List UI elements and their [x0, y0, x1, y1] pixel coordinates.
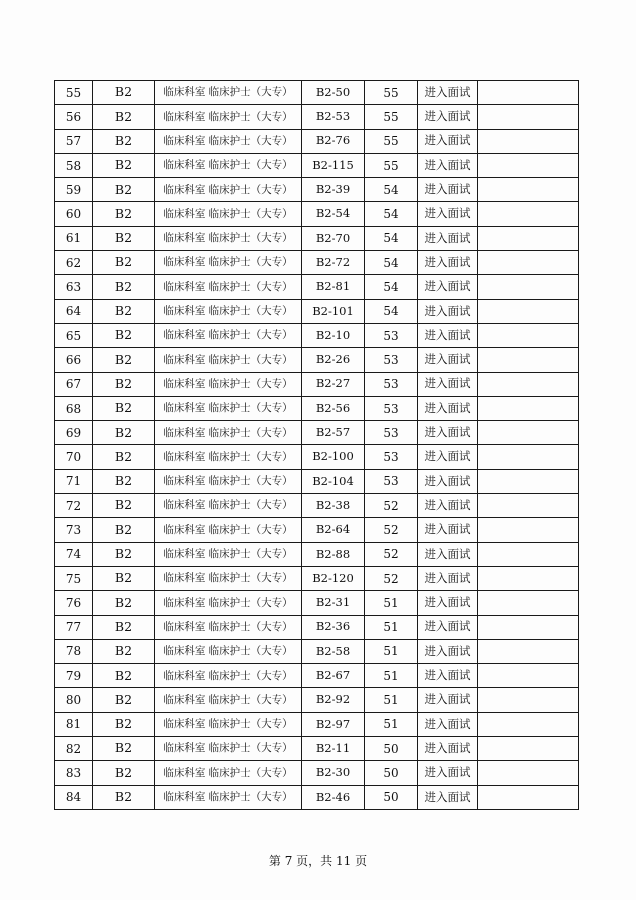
row-number-cell: 71 — [55, 469, 93, 493]
result-cell: 进入面试 — [418, 518, 478, 542]
ticket-number-cell: B2-10 — [302, 323, 365, 347]
post-cell: 临床科室 临床护士（大专） — [155, 664, 302, 688]
post-cell: 临床科室 临床护士（大专） — [155, 761, 302, 785]
post-cell: 临床科室 临床护士（大专） — [155, 615, 302, 639]
result-cell: 进入面试 — [418, 785, 478, 809]
ticket-number-cell: B2-104 — [302, 469, 365, 493]
score-cell: 53 — [365, 323, 418, 347]
post-cell: 临床科室 临床护士（大专） — [155, 251, 302, 275]
score-cell: 53 — [365, 348, 418, 372]
table-row — [55, 323, 579, 347]
table-row — [55, 226, 579, 250]
remark-cell — [478, 445, 579, 469]
remark-cell — [478, 178, 579, 202]
post-cell: 临床科室 临床护士（大专） — [155, 688, 302, 712]
results-table-body — [55, 81, 579, 810]
category-cell: B2 — [93, 518, 155, 542]
category-cell: B2 — [93, 494, 155, 518]
result-cell: 进入面试 — [418, 202, 478, 226]
result-cell: 进入面试 — [418, 494, 478, 518]
category-cell: B2 — [93, 615, 155, 639]
category-cell: B2 — [93, 226, 155, 250]
category-cell: B2 — [93, 542, 155, 566]
remark-cell — [478, 251, 579, 275]
score-cell: 51 — [365, 688, 418, 712]
post-cell: 临床科室 临床护士（大专） — [155, 275, 302, 299]
category-cell: B2 — [93, 153, 155, 177]
score-cell: 54 — [365, 202, 418, 226]
result-cell: 进入面试 — [418, 591, 478, 615]
ticket-number-cell: B2-67 — [302, 664, 365, 688]
table-row — [55, 494, 579, 518]
ticket-number-cell: B2-57 — [302, 421, 365, 445]
table-row — [55, 518, 579, 542]
result-cell: 进入面试 — [418, 421, 478, 445]
table-row — [55, 129, 579, 153]
remark-cell — [478, 275, 579, 299]
score-cell: 54 — [365, 178, 418, 202]
result-cell: 进入面试 — [418, 299, 478, 323]
result-cell: 进入面试 — [418, 251, 478, 275]
row-number-cell: 60 — [55, 202, 93, 226]
post-cell: 临床科室 临床护士（大专） — [155, 299, 302, 323]
score-cell: 52 — [365, 518, 418, 542]
remark-cell — [478, 542, 579, 566]
score-cell: 51 — [365, 639, 418, 663]
category-cell: B2 — [93, 566, 155, 590]
ticket-number-cell: B2-88 — [302, 542, 365, 566]
score-cell: 51 — [365, 712, 418, 736]
score-cell: 52 — [365, 542, 418, 566]
result-cell: 进入面试 — [418, 615, 478, 639]
category-cell: B2 — [93, 105, 155, 129]
table-row — [55, 251, 579, 275]
ticket-number-cell: B2-120 — [302, 566, 365, 590]
ticket-number-cell: B2-46 — [302, 785, 365, 809]
post-cell: 临床科室 临床护士（大专） — [155, 396, 302, 420]
remark-cell — [478, 737, 579, 761]
ticket-number-cell: B2-72 — [302, 251, 365, 275]
row-number-cell: 77 — [55, 615, 93, 639]
post-cell: 临床科室 临床护士（大专） — [155, 153, 302, 177]
category-cell: B2 — [93, 688, 155, 712]
row-number-cell: 61 — [55, 226, 93, 250]
row-number-cell: 55 — [55, 81, 93, 105]
category-cell: B2 — [93, 591, 155, 615]
score-cell: 54 — [365, 226, 418, 250]
result-cell: 进入面试 — [418, 323, 478, 347]
result-cell: 进入面试 — [418, 396, 478, 420]
score-cell: 53 — [365, 421, 418, 445]
row-number-cell: 57 — [55, 129, 93, 153]
ticket-number-cell: B2-27 — [302, 372, 365, 396]
remark-cell — [478, 105, 579, 129]
remark-cell — [478, 299, 579, 323]
row-number-cell: 63 — [55, 275, 93, 299]
row-number-cell: 64 — [55, 299, 93, 323]
table-row — [55, 202, 579, 226]
score-cell: 51 — [365, 615, 418, 639]
row-number-cell: 59 — [55, 178, 93, 202]
category-cell: B2 — [93, 639, 155, 663]
row-number-cell: 84 — [55, 785, 93, 809]
ticket-number-cell: B2-39 — [302, 178, 365, 202]
score-cell: 52 — [365, 494, 418, 518]
score-cell: 52 — [365, 566, 418, 590]
remark-cell — [478, 494, 579, 518]
post-cell: 临床科室 临床护士（大专） — [155, 518, 302, 542]
category-cell: B2 — [93, 445, 155, 469]
score-cell: 53 — [365, 372, 418, 396]
post-cell: 临床科室 临床护士（大专） — [155, 421, 302, 445]
score-cell: 54 — [365, 275, 418, 299]
score-cell: 53 — [365, 469, 418, 493]
row-number-cell: 80 — [55, 688, 93, 712]
row-number-cell: 65 — [55, 323, 93, 347]
row-number-cell: 75 — [55, 566, 93, 590]
remark-cell — [478, 639, 579, 663]
result-cell: 进入面试 — [418, 469, 478, 493]
category-cell: B2 — [93, 275, 155, 299]
result-cell: 进入面试 — [418, 129, 478, 153]
category-cell: B2 — [93, 396, 155, 420]
row-number-cell: 81 — [55, 712, 93, 736]
table-row — [55, 153, 579, 177]
category-cell: B2 — [93, 421, 155, 445]
category-cell: B2 — [93, 469, 155, 493]
score-cell: 51 — [365, 664, 418, 688]
post-cell: 临床科室 临床护士（大专） — [155, 591, 302, 615]
category-cell: B2 — [93, 737, 155, 761]
category-cell: B2 — [93, 372, 155, 396]
result-cell: 进入面试 — [418, 542, 478, 566]
row-number-cell: 72 — [55, 494, 93, 518]
post-cell: 临床科室 临床护士（大专） — [155, 226, 302, 250]
ticket-number-cell: B2-58 — [302, 639, 365, 663]
result-cell: 进入面试 — [418, 178, 478, 202]
post-cell: 临床科室 临床护士（大专） — [155, 348, 302, 372]
post-cell: 临床科室 临床护士（大专） — [155, 105, 302, 129]
ticket-number-cell: B2-101 — [302, 299, 365, 323]
remark-cell — [478, 348, 579, 372]
ticket-number-cell: B2-64 — [302, 518, 365, 542]
score-cell: 50 — [365, 737, 418, 761]
table-row — [55, 639, 579, 663]
table-row — [55, 275, 579, 299]
row-number-cell: 78 — [55, 639, 93, 663]
result-cell: 进入面试 — [418, 153, 478, 177]
ticket-number-cell: B2-31 — [302, 591, 365, 615]
score-cell: 55 — [365, 81, 418, 105]
remark-cell — [478, 761, 579, 785]
score-cell: 53 — [365, 445, 418, 469]
ticket-number-cell: B2-76 — [302, 129, 365, 153]
result-cell: 进入面试 — [418, 639, 478, 663]
remark-cell — [478, 591, 579, 615]
score-cell: 51 — [365, 591, 418, 615]
post-cell: 临床科室 临床护士（大专） — [155, 202, 302, 226]
row-number-cell: 66 — [55, 348, 93, 372]
table-row — [55, 737, 579, 761]
remark-cell — [478, 518, 579, 542]
category-cell: B2 — [93, 348, 155, 372]
score-cell: 50 — [365, 761, 418, 785]
remark-cell — [478, 323, 579, 347]
row-number-cell: 67 — [55, 372, 93, 396]
remark-cell — [478, 469, 579, 493]
post-cell: 临床科室 临床护士（大专） — [155, 737, 302, 761]
table-row — [55, 712, 579, 736]
table-row — [55, 372, 579, 396]
remark-cell — [478, 396, 579, 420]
table-row — [55, 445, 579, 469]
row-number-cell: 58 — [55, 153, 93, 177]
table-row — [55, 81, 579, 105]
ticket-number-cell: B2-70 — [302, 226, 365, 250]
table-row — [55, 469, 579, 493]
post-cell: 临床科室 临床护士（大专） — [155, 129, 302, 153]
category-cell: B2 — [93, 129, 155, 153]
table-row — [55, 299, 579, 323]
table-row — [55, 178, 579, 202]
score-cell: 50 — [365, 785, 418, 809]
table-row — [55, 664, 579, 688]
category-cell: B2 — [93, 664, 155, 688]
category-cell: B2 — [93, 323, 155, 347]
row-number-cell: 82 — [55, 737, 93, 761]
table-row — [55, 761, 579, 785]
page-footer: 第 7 页，共 11 页 — [268, 854, 368, 868]
post-cell: 临床科室 临床护士（大专） — [155, 323, 302, 347]
remark-cell — [478, 664, 579, 688]
category-cell: B2 — [93, 712, 155, 736]
result-cell: 进入面试 — [418, 761, 478, 785]
category-cell: B2 — [93, 299, 155, 323]
results-table — [54, 80, 579, 810]
remark-cell — [478, 421, 579, 445]
ticket-number-cell: B2-36 — [302, 615, 365, 639]
category-cell: B2 — [93, 202, 155, 226]
ticket-number-cell: B2-81 — [302, 275, 365, 299]
row-number-cell: 56 — [55, 105, 93, 129]
score-cell: 54 — [365, 251, 418, 275]
score-cell: 55 — [365, 129, 418, 153]
score-cell: 54 — [365, 299, 418, 323]
result-cell: 进入面试 — [418, 688, 478, 712]
table-row — [55, 591, 579, 615]
category-cell: B2 — [93, 251, 155, 275]
ticket-number-cell: B2-97 — [302, 712, 365, 736]
table-row — [55, 566, 579, 590]
result-cell: 进入面试 — [418, 226, 478, 250]
score-cell: 53 — [365, 396, 418, 420]
post-cell: 临床科室 临床护士（大专） — [155, 639, 302, 663]
ticket-number-cell: B2-38 — [302, 494, 365, 518]
score-cell: 55 — [365, 105, 418, 129]
table-row — [55, 421, 579, 445]
table-row — [55, 105, 579, 129]
row-number-cell: 73 — [55, 518, 93, 542]
category-cell: B2 — [93, 785, 155, 809]
post-cell: 临床科室 临床护士（大专） — [155, 542, 302, 566]
result-cell: 进入面试 — [418, 712, 478, 736]
row-number-cell: 70 — [55, 445, 93, 469]
result-cell: 进入面试 — [418, 372, 478, 396]
post-cell: 临床科室 临床护士（大专） — [155, 178, 302, 202]
post-cell: 临床科室 临床护士（大专） — [155, 372, 302, 396]
remark-cell — [478, 153, 579, 177]
post-cell: 临床科室 临床护士（大专） — [155, 785, 302, 809]
table-row — [55, 542, 579, 566]
ticket-number-cell: B2-50 — [302, 81, 365, 105]
row-number-cell: 79 — [55, 664, 93, 688]
row-number-cell: 74 — [55, 542, 93, 566]
result-cell: 进入面试 — [418, 566, 478, 590]
remark-cell — [478, 688, 579, 712]
result-cell: 进入面试 — [418, 348, 478, 372]
ticket-number-cell: B2-92 — [302, 688, 365, 712]
remark-cell — [478, 712, 579, 736]
remark-cell — [478, 81, 579, 105]
post-cell: 临床科室 临床护士（大专） — [155, 81, 302, 105]
result-cell: 进入面试 — [418, 81, 478, 105]
result-cell: 进入面试 — [418, 664, 478, 688]
post-cell: 临床科室 临床护士（大专） — [155, 494, 302, 518]
result-cell: 进入面试 — [418, 105, 478, 129]
row-number-cell: 69 — [55, 421, 93, 445]
category-cell: B2 — [93, 81, 155, 105]
result-cell: 进入面试 — [418, 737, 478, 761]
post-cell: 临床科室 临床护士（大专） — [155, 445, 302, 469]
table-row — [55, 688, 579, 712]
remark-cell — [478, 202, 579, 226]
remark-cell — [478, 226, 579, 250]
remark-cell — [478, 566, 579, 590]
ticket-number-cell: B2-30 — [302, 761, 365, 785]
remark-cell — [478, 129, 579, 153]
ticket-number-cell: B2-26 — [302, 348, 365, 372]
remark-cell — [478, 615, 579, 639]
row-number-cell: 62 — [55, 251, 93, 275]
remark-cell — [478, 785, 579, 809]
ticket-number-cell: B2-56 — [302, 396, 365, 420]
row-number-cell: 83 — [55, 761, 93, 785]
table-row — [55, 348, 579, 372]
category-cell: B2 — [93, 178, 155, 202]
row-number-cell: 76 — [55, 591, 93, 615]
table-row — [55, 396, 579, 420]
post-cell: 临床科室 临床护士（大专） — [155, 566, 302, 590]
table-row — [55, 615, 579, 639]
ticket-number-cell: B2-53 — [302, 105, 365, 129]
remark-cell — [478, 372, 579, 396]
post-cell: 临床科室 临床护士（大专） — [155, 712, 302, 736]
post-cell: 临床科室 临床护士（大专） — [155, 469, 302, 493]
result-cell: 进入面试 — [418, 445, 478, 469]
score-cell: 55 — [365, 153, 418, 177]
ticket-number-cell: B2-115 — [302, 153, 365, 177]
row-number-cell: 68 — [55, 396, 93, 420]
ticket-number-cell: B2-100 — [302, 445, 365, 469]
table-row — [55, 785, 579, 809]
ticket-number-cell: B2-54 — [302, 202, 365, 226]
category-cell: B2 — [93, 761, 155, 785]
result-cell: 进入面试 — [418, 275, 478, 299]
ticket-number-cell: B2-11 — [302, 737, 365, 761]
